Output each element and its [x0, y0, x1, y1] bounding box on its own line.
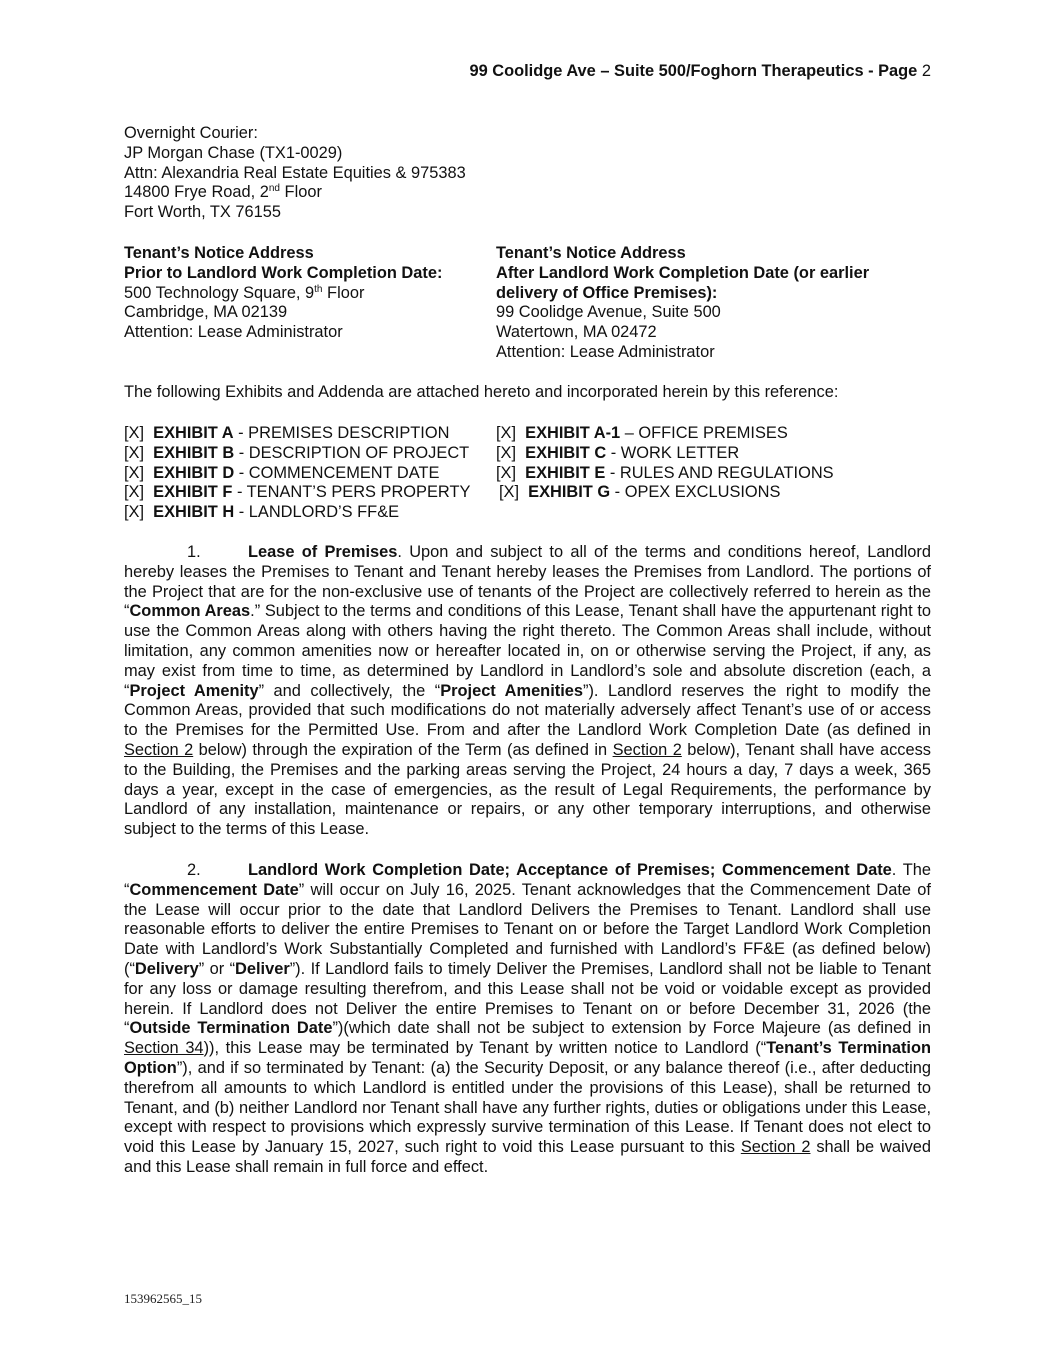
notice-left-city: Cambridge, MA 02139 — [124, 303, 288, 322]
exhibit-item: [X] EXHIBIT B - DESCRIPTION OF PROJECT — [124, 443, 470, 462]
notice-right-subheading-cont: delivery of Office Premises): — [496, 283, 718, 302]
exhibit-item: [X] EXHIBIT A-1 – OFFICE PREMISES — [496, 424, 788, 442]
courier-line: Overnight Courier: — [124, 124, 258, 142]
section-1-lease-of-premises: 1. Lease of Premises. Upon and subject to all of the terms and conditions hereof, Landlord hereby leases the Premises to Tenant and Tenant hereby leases the Premises from Landlord. The portions of the Project that are for the non-exclusive use of tenants of the Project are collectively referred to herein as the “Common Areas.” Subject to the terms and conditions of this Lease, Tenant shall have the appurtenant right to use the Common Areas along with others having the right thereto. The Common Areas shall include, without limitation, any common amenities now or hereafter located in, on or otherwise serving the Project, if any, as may exist from time to time, as determined by Landlord in Landlord’s sole and absolute discretion (each, a “Project Amenity” and collectively, the “Project Amenities”). Landlord reserves the right to modify the Common Areas, provided that such modifications do not materially adversely affect Tenant’s use of or access to the Premises for the Permitted Use. From and after the Landlord Work Completion Date (as defined in Section 2 below) through the expiration of the Term (as defined in Section 2 below), Tenant shall have access to the Building, the Premises and the parking areas serving the Project, 24 hours a day, 7 days a week, 365 days a year, except in the case of emergencies, as the result of Legal Requirements, the performance by Landlord of any installation, maintenance or repairs, or any other temporary interruptions, and otherwise subject to the terms of this Lease. — [124, 543, 932, 839]
section-reference: Section 2 — [124, 740, 194, 759]
tenant-notice-right — [496, 244, 931, 363]
notice-left-subheading: Prior to Landlord Work Completion Date: — [124, 263, 443, 282]
defined-term: Deliver — [235, 959, 290, 978]
courier-address — [124, 124, 931, 223]
section-1-heading: Lease of Premises — [248, 543, 398, 561]
header-title: 99 Coolidge Ave – Suite 500/Foghorn Therapeutics - Page — [469, 62, 918, 80]
courier-city: Fort Worth, TX 76155 — [124, 203, 281, 222]
courier-line: JP Morgan Chase (TX1-0029) — [124, 143, 343, 162]
section-reference: Section 2 — [612, 740, 682, 759]
defined-term: Project Amenity — [129, 681, 259, 700]
exhibit-item: [X] EXHIBIT C - WORK LETTER — [496, 443, 740, 462]
notice-left-heading: Tenant’s Notice Address — [124, 244, 314, 262]
courier-street: 14800 Frye Road, 2nd Floor — [124, 183, 322, 202]
exhibit-item: [X] EXHIBIT F - TENANT’S PERS PROPERTY — [124, 483, 471, 502]
notice-right-subheading: After Landlord Work Completion Date (or earlier — [496, 263, 870, 282]
defined-term: Common Areas — [129, 602, 251, 621]
defined-term: Delivery — [134, 959, 199, 978]
section-reference: Section 2 — [740, 1138, 811, 1157]
notice-left-street: 500 Technology Square, 9th Floor — [124, 283, 365, 302]
defined-term: Commencement Date — [129, 880, 299, 899]
section-2-commencement-date: 2. Landlord Work Completion Date; Acceptance of Premises; Commencement Date. The “Commencement Date” will occur on July 16, 2025. Tenant acknowledges that the Commencement Date of the Lease will occur prior to the date that Landlord Delivers the Premises to Tenant. Landlord shall use reasonable efforts to deliver the entire Premises to Tenant on or before the Target Landlord Work Completion Date with Landlord’s Work Substantially Completed and furnished with Landlord’s FF&E (as defined below) (“Delivery” or “Deliver”). If Landlord fails to timely Deliver the Premises, Landlord shall not be liable to Tenant for any loss or damage resulting therefrom, and this Lease shall not be void or voidable except as provided herein. If Landlord does not Deliver the entire Premises to Tenant on or before December 31, 2026 (the “Outside Termination Date”)(which date shall not be subject to extension by Force Majeure (as defined in Section 34)), this Lease may be terminated by Tenant by written notice to Landlord (“Tenant’s Termination Option”), and if so terminated by Tenant: (a) the Security Deposit, or any balance thereof (i.e., after deducting therefrom all amounts to which Landlord is entitled under the provisions of this Lease), shall be returned to Tenant, and (b) neither Landlord nor Tenant shall have any further rights, duties or obligations under this Lease, except with respect to provisions which expressly survive termination of this Lease. If Tenant does not elect to void this Lease by January 15, 2027, such right to void this Lease pursuant to this Section 2 shall be waived and this Lease shall remain in full force and effect. — [124, 861, 932, 1176]
document-id-footer: 153962565_15 — [124, 1291, 202, 1306]
section-2-heading: Landlord Work Completion Date; Acceptance of Premises; Commencement Date — [248, 861, 892, 879]
notice-right-attention: Attention: Lease Administrator — [496, 342, 715, 361]
exhibit-item: [X] EXHIBIT D - COMMENCEMENT DATE — [124, 463, 440, 482]
page-header — [124, 62, 931, 82]
notice-right-city: Watertown, MA 02472 — [496, 323, 657, 342]
section-reference: Section 34 — [124, 1039, 204, 1058]
section-1-number: 1. — [187, 543, 201, 561]
courier-line: Attn: Alexandria Real Estate Equities & 975383 — [124, 163, 466, 182]
section-2-number: 2. — [187, 861, 201, 879]
exhibits-intro: The following Exhibits and Addenda are attached hereto and incorporated herein by this reference: — [124, 383, 839, 401]
notice-right-heading: Tenant’s Notice Address — [496, 244, 686, 262]
exhibit-item: [X] EXHIBIT A - PREMISES DESCRIPTION — [124, 424, 450, 442]
exhibit-item: [X] EXHIBIT E - RULES AND REGULATIONS — [496, 463, 834, 482]
notice-right-street: 99 Coolidge Avenue, Suite 500 — [496, 303, 721, 322]
exhibit-item: [X] EXHIBIT H - LANDLORD’S FF&E — [124, 503, 400, 522]
exhibit-item: [X] EXHIBIT G - OPEX EXCLUSIONS — [499, 483, 781, 502]
defined-term: Project Amenities — [440, 681, 583, 700]
notice-left-attention: Attention: Lease Administrator — [124, 323, 343, 342]
defined-term: Outside Termination Date — [129, 1019, 333, 1038]
header-page-number: 2 — [921, 62, 931, 80]
defined-term: Tenant’s Termination Option — [124, 1039, 931, 1077]
exhibit-list — [124, 424, 931, 523]
